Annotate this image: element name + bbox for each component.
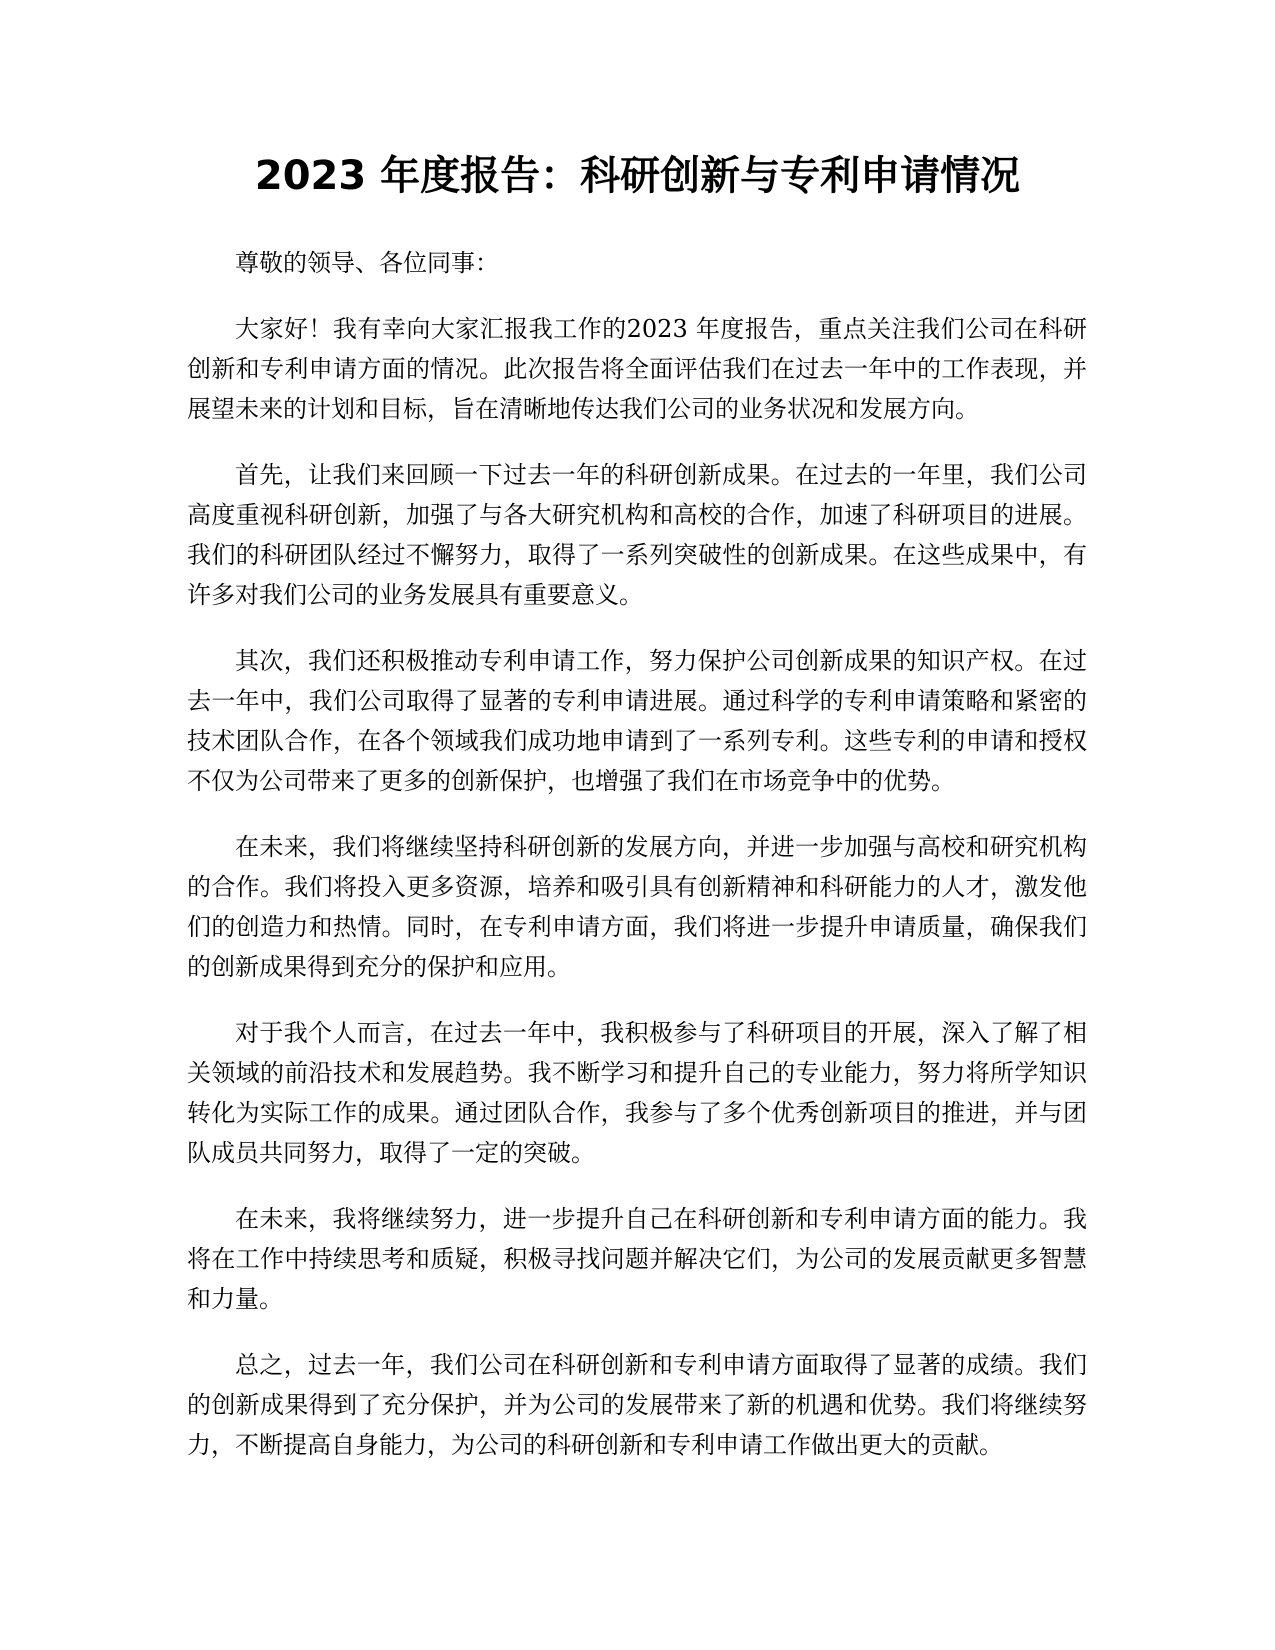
greeting-line: 尊敬的领导、各位同事： [235,249,499,277]
paragraph-2: 首先，让我们来回顾一下过去一年的科研创新成果。在过去的一年里，我们公司高度重视科研创新，加强了与各大研究机构和高校的合作，加速了科研项目的进展。我们的科研团队经过不懈努力，取得了一系列突破性的创新成果。在这些成果中，有许多对我们公司的业务发展具有重要意义。 [187,461,1087,609]
paragraph-7: 总之，过去一年，我们公司在科研创新和专利申请方面取得了显著的成绩。我们的创新成果得到了充分保护，并为公司的发展带来了新的机遇和优势。我们将继续努力，不断提高自身能力，为公司的科研创新和专利申请工作做出更大的贡献。 [187,1351,1087,1459]
paragraph-4: 在未来，我们将继续坚持科研创新的发展方向，并进一步加强与高校和研究机构的合作。我们将投入更多资源，培养和吸引具有创新精神和科研能力的人才，激发他们的创造力和热情。同时，在专利申请方面，我们将进一步提升申请质量，确保我们的创新成果得到充分的保护和应用。 [187,833,1087,981]
document-body [187,243,1087,1491]
paragraph-6: 在未来，我将继续努力，进一步提升自己在科研创新和专利申请方面的能力。我将在工作中持续思考和质疑，积极寻找问题并解决它们，为公司的发展贡献更多智慧和力量。 [187,1205,1087,1313]
paragraph-3: 其次，我们还积极推动专利申请工作，努力保护公司创新成果的知识产权。在过去一年中，我们公司取得了显著的专利申请进展。通过科学的专利申请策略和紧密的技术团队合作，在各个领域我们成功地申请到了一系列专利。这些专利的申请和授权不仅为公司带来了更多的创新保护，也增强了我们在市场竞争中的优势。 [187,647,1087,795]
paragraph-1: 大家好！我有幸向大家汇报我工作的2023 年度报告，重点关注我们公司在科研创新和专利申请方面的情况。此次报告将全面评估我们在过去一年中的工作表现，并展望未来的计划和目标，旨在清晰地传达我们公司的业务状况和发展方向。 [187,315,1087,423]
paragraph-5: 对于我个人而言，在过去一年中，我积极参与了科研项目的开展，深入了解了相关领域的前沿技术和发展趋势。我不断学习和提升自己的专业能力，努力将所学知识转化为实际工作的成果。通过团队合作，我参与了多个优秀创新项目的推进，并与团队成员共同努力，取得了一定的突破。 [187,1019,1087,1167]
document-title: 2023 年度报告：科研创新与专利申请情况 [254,153,1021,199]
